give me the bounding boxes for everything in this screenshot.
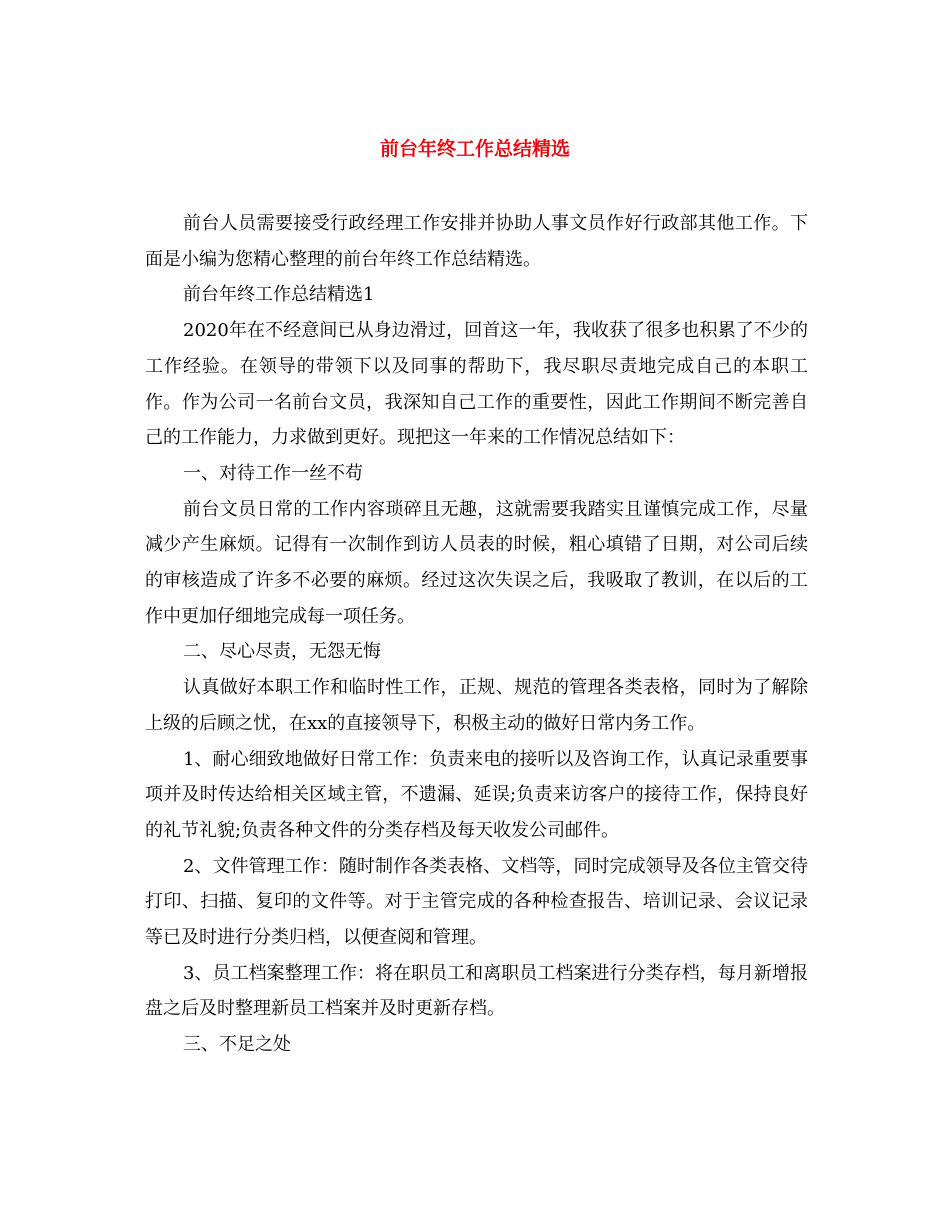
paragraph-overview: 2020年在不经意间已从身边滑过，回首这一年，我收获了很多也积累了不少的工作经验。在领导的带领下以及同事的帮助下，我尽职尽责地完成自己的本职工作。作为公司一名前台文员，我深知自己工作的重要性，因此工作期间不断完善自己的工作能力，力求做到更好。现把这一年来的工作情况总结如下： [145, 320, 808, 449]
subheading-3: 三、不足之处 [183, 1034, 291, 1056]
paragraph-intro: 前台人员需要接受行政经理工作安排并协助人事文员作好行政部其他工作。下面是小编为您精心整理的前台年终工作总结精选。 [145, 213, 808, 270]
list-item-3: 3、员工档案整理工作：将在职员工和离职员工档案进行分类存档，每月新增报盘之后及时整理新员工档案并及时更新存档。 [145, 962, 808, 1020]
list-item-1: 1、耐心细致地做好日常工作：负责来电的接听以及咨询工作，认真记录重要事项并及时传达给相关区域主管，不遗漏、延误;负责来访客户的接待工作，保持良好的礼节礼貌;负责各种文件的分类存档及每天收发公司邮件。 [145, 748, 808, 841]
document-body [145, 206, 808, 1063]
document-title: 前台年终工作总结精选 [379, 138, 570, 160]
subheading-1: 一、对待工作一丝不苟 [183, 462, 363, 484]
subheading-2: 二、尽心尽责，无怨无悔 [183, 641, 381, 663]
paragraph-1: 前台文员日常的工作内容琐碎且无趣，这就需要我踏实且谨慎完成工作，尽量减少产生麻烦。记得有一次制作到访人员表的时候，粗心填错了日期，对公司后续的审核造成了许多不必要的麻烦。经过这次失误之后，我吸取了教训，在以后的工作中更加仔细地完成每一项任务。 [145, 498, 808, 627]
section-heading-1: 前台年终工作总结精选1 [183, 284, 375, 306]
list-item-2: 2、文件管理工作：随时制作各类表格、文档等，同时完成领导及各位主管交待打印、扫描、复印的文件等。对于主管完成的各种检查报告、培训记录、会议记录等已及时进行分类归档，以便查阅和管理。 [145, 855, 808, 949]
paragraph-2: 认真做好本职工作和临时性工作，正规、规范的管理各类表格，同时为了解除上级的后顾之忧，在xx的直接领导下，积极主动的做好日常内务工作。 [145, 677, 808, 734]
